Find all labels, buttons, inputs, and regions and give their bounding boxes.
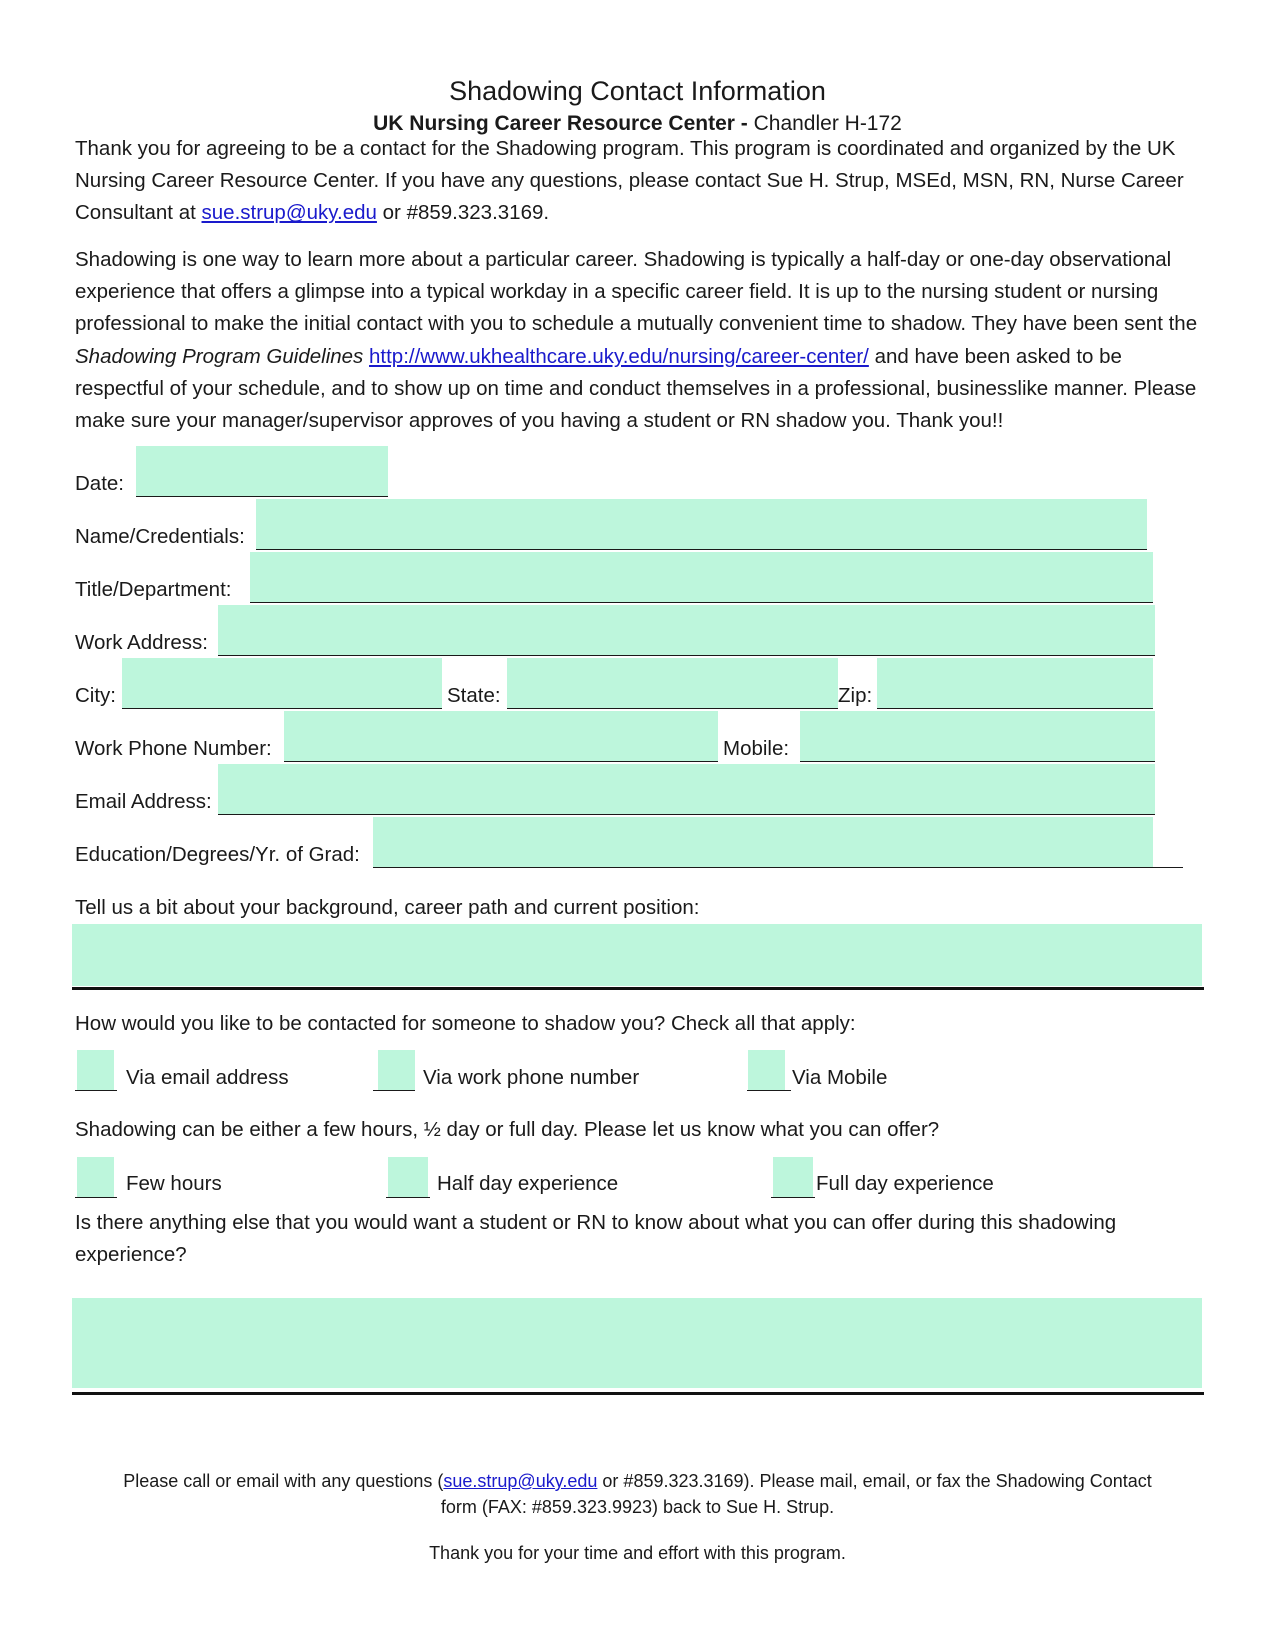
mobile-underline xyxy=(800,761,1155,762)
title-department-input[interactable] xyxy=(250,552,1153,602)
few-hours-underline xyxy=(75,1197,117,1198)
career-center-link[interactable]: http://www.ukhealthcare.uky.edu/nursing/career-center/ xyxy=(369,344,869,368)
mobile-label: Mobile: xyxy=(723,737,790,760)
work-phone-label: Work Phone Number: xyxy=(75,737,272,760)
footer-text-continued: or #859.323.3169). Please mail, email, or fax the Shadowing Contact xyxy=(597,1471,1152,1491)
work-address-label: Work Address: xyxy=(75,631,208,654)
education-label: Education/Degrees/Yr. of Grad: xyxy=(75,843,360,866)
subtitle-org: UK Nursing Career Resource Center - xyxy=(373,112,748,135)
name-credentials-input[interactable] xyxy=(256,499,1147,549)
date-underline xyxy=(136,496,388,497)
full-day-checkbox[interactable] xyxy=(773,1157,813,1197)
email-address-label: Email Address: xyxy=(75,790,212,813)
few-hours-checkbox[interactable] xyxy=(77,1157,114,1197)
background-rule xyxy=(72,987,1204,990)
work-phone-input[interactable] xyxy=(284,711,718,761)
date-label: Date: xyxy=(75,472,124,495)
work-address-input[interactable] xyxy=(218,605,1155,655)
background-label: Tell us a bit about your background, career path and current position: xyxy=(75,896,700,919)
date-input[interactable] xyxy=(136,446,388,496)
info-paragraph xyxy=(75,244,1205,437)
via-email-underline xyxy=(75,1090,117,1091)
via-work-phone-checkbox[interactable] xyxy=(378,1050,415,1090)
footer-text: Please call or email with any questions ( xyxy=(123,1471,444,1491)
few-hours-label: Few hours xyxy=(126,1172,222,1195)
via-email-checkbox[interactable] xyxy=(77,1050,114,1090)
via-work-phone-underline xyxy=(373,1090,415,1091)
subtitle-location: Chandler H-172 xyxy=(753,112,902,135)
page-title: Shadowing Contact Information xyxy=(449,76,826,106)
state-input[interactable] xyxy=(507,658,838,708)
anything-else-textarea[interactable] xyxy=(72,1298,1202,1388)
anything-else-label: Is there anything else that you would want a student or RN to know about what you can offer during this shadowing experience? xyxy=(75,1211,1117,1267)
intro-email-link[interactable]: sue.strup@uky.edu xyxy=(201,201,377,225)
education-underline xyxy=(373,867,1183,868)
full-day-underline xyxy=(771,1197,815,1198)
state-underline xyxy=(507,708,838,709)
duration-question: Shadowing can be either a few hours, ½ day or full day. Please let us know what you can offer? xyxy=(75,1118,940,1141)
half-day-label: Half day experience xyxy=(437,1172,619,1195)
via-mobile-label: Via Mobile xyxy=(792,1066,888,1089)
via-mobile-underline xyxy=(747,1090,791,1091)
city-input[interactable] xyxy=(122,658,442,708)
footer-thanks: Thank you for your time and effort with this program. xyxy=(429,1543,846,1563)
mobile-input[interactable] xyxy=(800,711,1155,761)
via-mobile-checkbox[interactable] xyxy=(748,1050,785,1090)
state-label: State: xyxy=(447,684,501,707)
city-underline xyxy=(122,708,442,709)
half-day-checkbox[interactable] xyxy=(388,1157,428,1197)
intro-text: Thank you for agreeing to be a contact for the Shadowing program. This program is coordinated and organized by the UK Nursing Career Resource Center. If you have any questions, please contact Sue H. Strup, MSEd, MSN, RN, Nurse Career Consultant at xyxy=(75,137,1184,225)
intro-phone-text: or #859.323.3169. xyxy=(382,201,550,225)
footer-fax-line: form (FAX: #859.323.9923) back to Sue H. Strup. xyxy=(440,1497,835,1517)
info-text: Shadowing is one way to learn more about a particular career. Shadowing is typically a half-day or one-day observational experience that offers a glimpse into a typical workday in a specific career field. It is up to the nursing student or nursing professional to make the initial contact with you to schedule a mutually convenient time to shadow. They have been sent the xyxy=(75,248,1198,336)
guidelines-title: Shadowing Program Guidelines xyxy=(75,344,364,368)
email-underline xyxy=(218,814,1155,815)
title-underline xyxy=(250,602,1153,603)
email-address-input[interactable] xyxy=(218,764,1155,814)
address-underline xyxy=(218,655,1155,656)
background-textarea[interactable] xyxy=(72,924,1202,986)
info-text-continued: and have been asked to be respectful of your schedule, and to show up on time and conduct themselves in a professional, businesslike manner. Please make sure your manager/supervisor approves of you having a student or RN shadow you. Thank you!! xyxy=(75,344,1197,433)
intro-paragraph xyxy=(75,133,1205,230)
name-label: Name/Credentials: xyxy=(75,525,245,548)
name-underline xyxy=(256,549,1147,550)
half-day-underline xyxy=(386,1197,430,1198)
footer-contact-line xyxy=(0,1468,1275,1494)
anything-else-rule xyxy=(72,1392,1204,1395)
zip-underline xyxy=(877,708,1153,709)
work-phone-underline xyxy=(284,761,718,762)
title-department-label: Title/Department: xyxy=(75,578,232,601)
full-day-label: Full day experience xyxy=(816,1172,994,1195)
zip-input[interactable] xyxy=(877,658,1153,708)
via-email-label: Via email address xyxy=(126,1066,289,1089)
footer-email-link[interactable]: sue.strup@uky.edu xyxy=(443,1471,598,1491)
education-input[interactable] xyxy=(373,817,1153,867)
via-work-phone-label: Via work phone number xyxy=(423,1066,640,1089)
zip-label: Zip: xyxy=(838,684,873,707)
contact-question: How would you like to be contacted for someone to shadow you? Check all that apply: xyxy=(75,1012,856,1035)
city-label: City: xyxy=(75,684,116,707)
